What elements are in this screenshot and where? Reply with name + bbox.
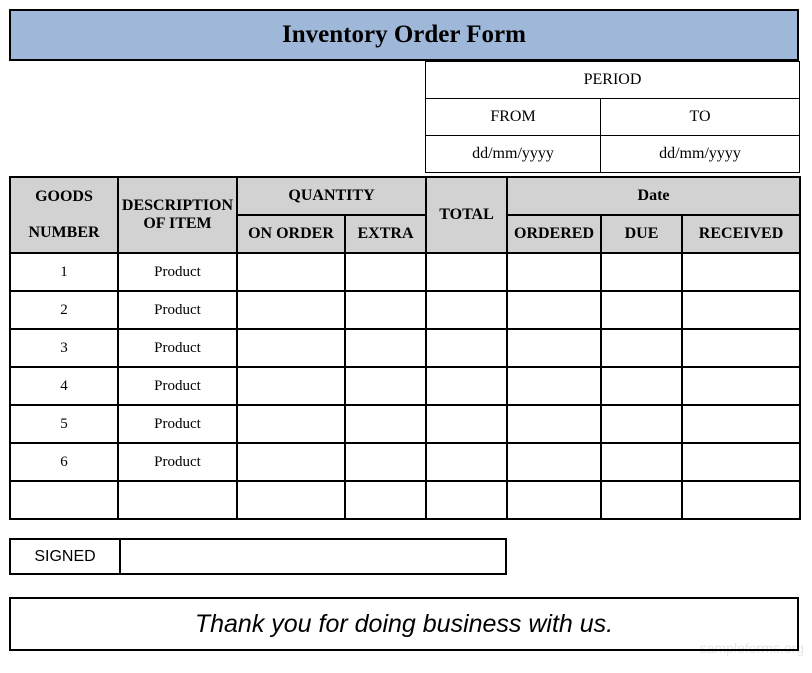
received-cell[interactable] (682, 329, 800, 367)
received-cell[interactable] (682, 443, 800, 481)
ordered-cell[interactable] (507, 443, 601, 481)
thank-you-message: Thank you for doing business with us. (9, 597, 799, 651)
period-label: PERIOD (426, 62, 800, 99)
table-row (10, 481, 800, 519)
table-row (10, 443, 800, 481)
received-cell[interactable] (682, 253, 800, 291)
total-cell[interactable] (426, 443, 507, 481)
description-cell: Product (118, 367, 237, 405)
signed-label: SIGNED (11, 540, 121, 573)
goods-header-line2: NUMBER (28, 224, 100, 241)
total-cell[interactable] (426, 329, 507, 367)
goods-number-cell: 4 (10, 367, 118, 405)
on-order-cell[interactable] (237, 443, 345, 481)
due-cell[interactable] (601, 443, 682, 481)
due-cell[interactable] (601, 405, 682, 443)
goods-number-cell: 2 (10, 291, 118, 329)
ordered-cell[interactable] (507, 481, 601, 519)
due-header: DUE (601, 215, 682, 253)
to-date-field[interactable]: dd/mm/yyyy (601, 136, 800, 173)
ordered-cell[interactable] (507, 329, 601, 367)
quantity-header: QUANTITY (237, 177, 426, 215)
goods-number-cell: 6 (10, 443, 118, 481)
signature-box (9, 538, 507, 575)
on-order-header: ON ORDER (237, 215, 345, 253)
description-cell: Product (118, 405, 237, 443)
extra-cell[interactable] (345, 291, 426, 329)
on-order-cell[interactable] (237, 367, 345, 405)
on-order-cell[interactable] (237, 253, 345, 291)
due-cell[interactable] (601, 481, 682, 519)
table-row (10, 253, 800, 291)
on-order-cell[interactable] (237, 481, 345, 519)
due-cell[interactable] (601, 329, 682, 367)
on-order-cell[interactable] (237, 405, 345, 443)
description-cell: Product (118, 443, 237, 481)
form-title: Inventory Order Form (9, 9, 799, 61)
extra-cell[interactable] (345, 481, 426, 519)
extra-cell[interactable] (345, 367, 426, 405)
to-label: TO (601, 99, 800, 136)
on-order-cell[interactable] (237, 329, 345, 367)
inventory-table (9, 176, 801, 520)
description-cell: Product (118, 291, 237, 329)
watermark: sampleforms.org (699, 640, 804, 656)
on-order-cell[interactable] (237, 291, 345, 329)
due-cell[interactable] (601, 253, 682, 291)
extra-cell[interactable] (345, 443, 426, 481)
received-cell[interactable] (682, 291, 800, 329)
table-row (10, 329, 800, 367)
total-cell[interactable] (426, 481, 507, 519)
extra-cell[interactable] (345, 253, 426, 291)
goods-number-cell[interactable] (10, 481, 118, 519)
table-row (10, 291, 800, 329)
total-cell[interactable] (426, 367, 507, 405)
due-cell[interactable] (601, 367, 682, 405)
extra-header: EXTRA (345, 215, 426, 253)
description-cell: Product (118, 329, 237, 367)
total-header: TOTAL (426, 177, 507, 253)
from-date-field[interactable]: dd/mm/yyyy (426, 136, 601, 173)
received-cell[interactable] (682, 481, 800, 519)
description-cell[interactable] (118, 481, 237, 519)
goods-number-cell: 3 (10, 329, 118, 367)
signature-field[interactable] (121, 540, 505, 573)
ordered-cell[interactable] (507, 253, 601, 291)
goods-header-line1: GOODS (35, 188, 93, 205)
extra-cell[interactable] (345, 405, 426, 443)
description-header: DESCRIPTION OF ITEM (118, 177, 237, 253)
description-cell: Product (118, 253, 237, 291)
table-row (10, 405, 800, 443)
extra-cell[interactable] (345, 329, 426, 367)
period-table (425, 61, 800, 173)
ordered-cell[interactable] (507, 291, 601, 329)
table-row (10, 367, 800, 405)
goods-number-cell: 5 (10, 405, 118, 443)
date-header: Date (507, 177, 800, 215)
received-cell[interactable] (682, 405, 800, 443)
ordered-header: ORDERED (507, 215, 601, 253)
received-header: RECEIVED (682, 215, 800, 253)
total-cell[interactable] (426, 291, 507, 329)
total-cell[interactable] (426, 405, 507, 443)
ordered-cell[interactable] (507, 367, 601, 405)
goods-number-cell: 1 (10, 253, 118, 291)
due-cell[interactable] (601, 291, 682, 329)
ordered-cell[interactable] (507, 405, 601, 443)
total-cell[interactable] (426, 253, 507, 291)
received-cell[interactable] (682, 367, 800, 405)
goods-number-header (10, 177, 118, 253)
from-label: FROM (426, 99, 601, 136)
